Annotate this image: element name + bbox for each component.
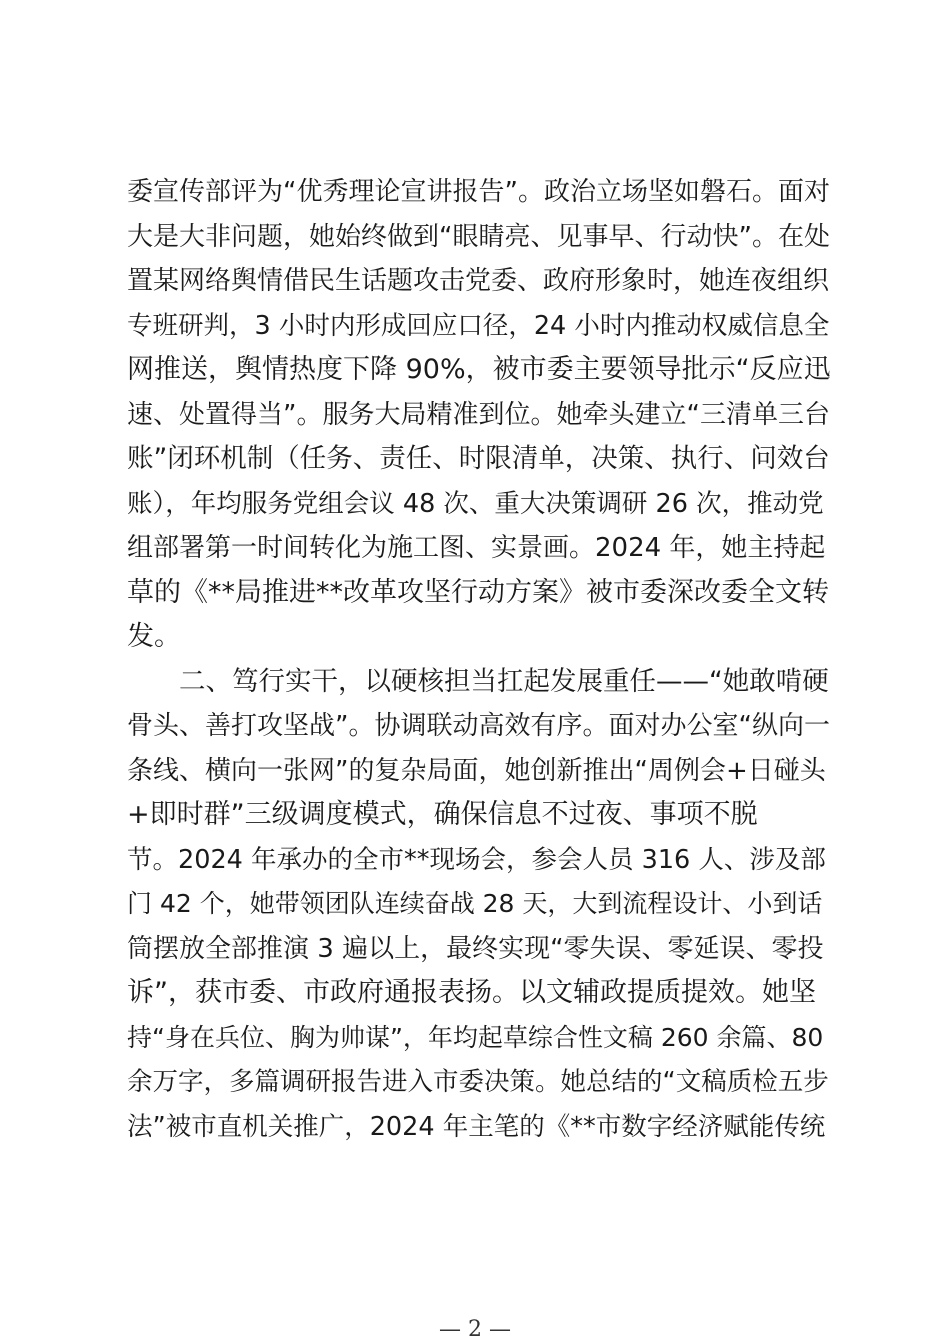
text-line: 置某网络舆情借民生话题攻击党委、政府形象时，她连夜组织	[127, 266, 830, 296]
text-line: 网推送，舆情热度下降 90%，被市委主要领导批示“反应迅	[127, 354, 831, 385]
text-line: 专班研判，3 小时内形成回应口径，24 小时内推动权威信息全	[127, 310, 830, 341]
text-line: 账），年均服务党组会议 48 次、重大决策调研 26 次，推动党	[127, 488, 824, 519]
text-line: 发。	[127, 621, 181, 652]
text-line: 节。2024 年承办的全市**现场会，参会人员 316 人、涉及部	[127, 844, 826, 875]
body-text	[127, 170, 833, 1149]
text-line: 委宣传部评为“优秀理论宣讲报告”。政治立场坚如磐石。面对	[127, 177, 830, 207]
text-line: 组部署第一时间转化为施工图、实景画。2024 年，她主持起	[127, 533, 826, 563]
text-line: 门 42 个，她带领团队连续奋战 28 天，大到流程设计、小到话	[127, 889, 823, 918]
text-line: +即时群”三级调度模式，确保信息不过夜、事项不脱	[127, 799, 758, 830]
text-line: 速、处置得当”。服务大局精准到位。她牵头建立“三清单三台	[127, 399, 830, 430]
text-line: 筒摆放全部推演 3 遍以上，最终实现“零失误、零延误、零投	[127, 933, 824, 964]
text-line: 诉”，获市委、市政府通报表扬。以文辅政提质提效。她坚	[127, 977, 816, 1008]
page-number: — 2 —	[439, 1317, 511, 1342]
text-line: 余万字，多篇调研报告进入市委决策。她总结的“文稿质检五步	[127, 1067, 829, 1097]
text-line: 草的《**局推进**改革攻坚行动方案》被市委深改委全文转	[127, 576, 829, 608]
text-line: 大是大非问题，她始终做到“眼睛亮、见事早、行动快”。在处	[127, 221, 830, 252]
section-heading-line: 二、笃行实干，以硬核担当扛起发展重任——“她敢啃硬	[179, 665, 829, 697]
text-line: 法”被市直机关推广，2024 年主笔的《**市数字经济赋能传统	[127, 1111, 826, 1142]
text-line: 账”闭环机制（任务、责任、时限清单，决策、执行、问效台	[127, 443, 830, 474]
text-line: 骨头、善打攻坚战”。协调联动高效有序。面对办公室“纵向一	[127, 711, 830, 741]
text-line: 条线、横向一张网”的复杂局面，她创新推出“周例会+日碰头	[127, 755, 826, 786]
text-line: 持“身在兵位、胸为帅谋”，年均起草综合性文稿 260 余篇、80	[127, 1022, 824, 1052]
